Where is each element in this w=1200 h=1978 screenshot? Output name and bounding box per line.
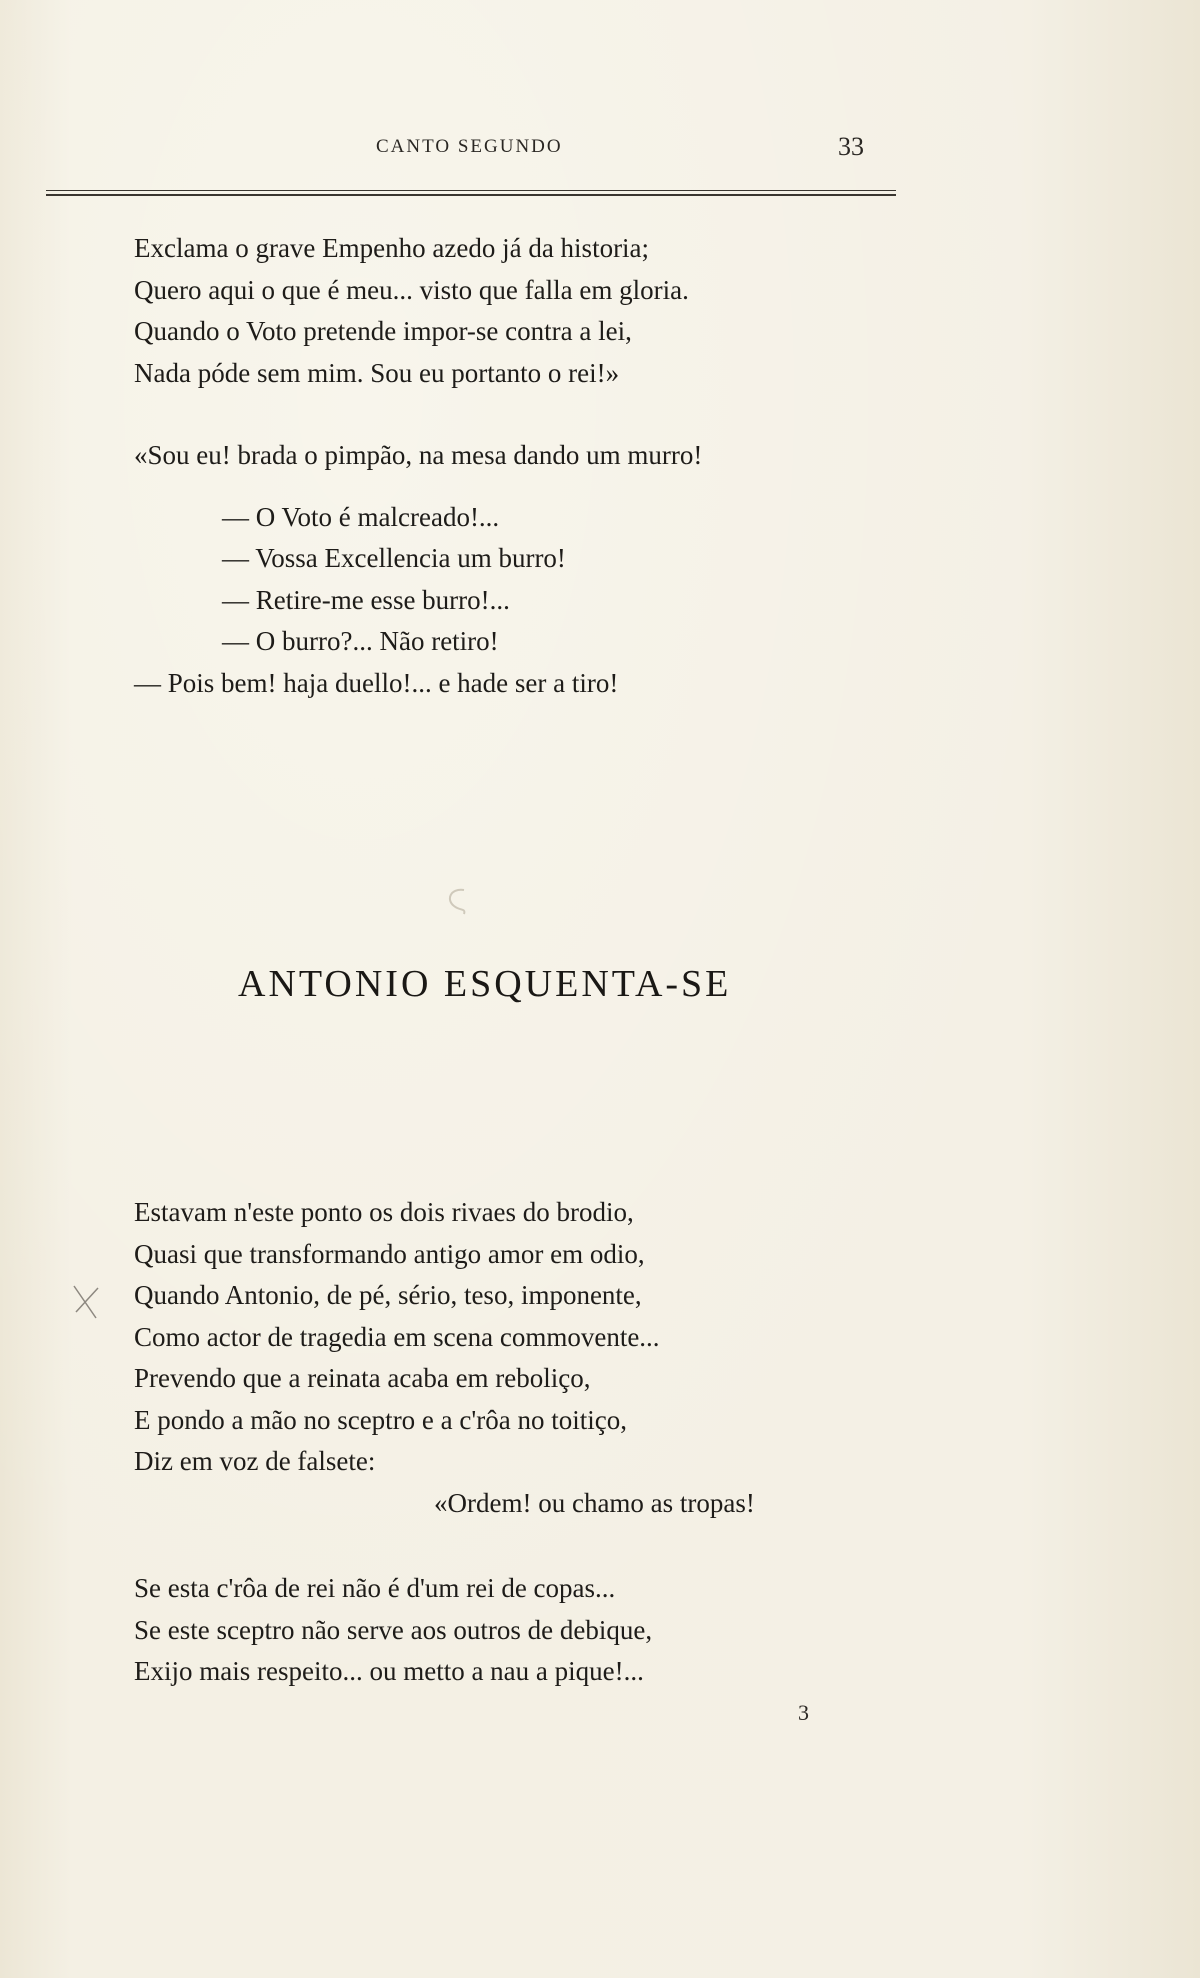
signature-mark: 3 bbox=[798, 1700, 809, 1725]
verse-line: Como actor de tragedia em scena commovente... bbox=[134, 1321, 660, 1352]
verse-line: Quando Antonio, de pé, sério, teso, imponente, bbox=[134, 1280, 642, 1310]
verse-line: «Sou eu! brada o pimpão, na mesa dando um murro! bbox=[134, 440, 703, 470]
section-title: ANTONIO ESQUENTA-SE bbox=[238, 963, 732, 1005]
verse-line: — Pois bem! haja duello!... e hade ser a tiro! bbox=[134, 667, 619, 698]
verse-line: Diz em voz de falsete: bbox=[134, 1446, 376, 1476]
verse-line: «Ordem! ou chamo as tropas! bbox=[434, 1487, 755, 1518]
dialogue-line: — O burro?... Não retiro! bbox=[222, 626, 499, 656]
page-number: 33 bbox=[838, 132, 864, 161]
ornament-icon bbox=[444, 886, 470, 918]
verse-line: Quasi que transformando antigo amor em odio, bbox=[134, 1238, 645, 1269]
verse-line: E pondo a mão no sceptro e a c'rôa no toitiço, bbox=[134, 1404, 627, 1435]
pencil-mark-icon bbox=[70, 1282, 104, 1322]
verse-line: Se este sceptro não serve aos outros de debique, bbox=[134, 1614, 653, 1645]
verse-line: Quero aqui o que é meu... visto que falla em gloria. bbox=[134, 274, 689, 305]
running-head: CANTO SEGUNDO bbox=[376, 136, 563, 157]
dialogue-line: — Vossa Excellencia um burro! bbox=[222, 543, 566, 573]
verse-line: Estavam n'este ponto os dois rivaes do brodio, bbox=[134, 1197, 634, 1227]
verse-line: Exclama o grave Empenho azedo já da historia; bbox=[134, 233, 650, 263]
stanza-1 bbox=[134, 228, 689, 394]
verse-line: Quando o Voto pretende impor-se contra a lei, bbox=[134, 316, 632, 346]
dialogue-line: — O Voto é malcreado!... bbox=[222, 501, 500, 532]
stanza-gap bbox=[134, 477, 702, 497]
header-rule-thin bbox=[46, 190, 896, 191]
dialogue-line: — Retire-me esse burro!... bbox=[222, 584, 510, 615]
verse-line: Exijo mais respeito... ou metto a nau a pique!... bbox=[134, 1656, 644, 1686]
verse-line: Nada póde sem mim. Sou eu portanto o rei!» bbox=[134, 357, 620, 388]
header-rule-thick bbox=[46, 194, 896, 196]
stanza-2 bbox=[134, 435, 702, 704]
verse-line: Prevendo que a reinata acaba em reboliço, bbox=[134, 1363, 591, 1393]
stanza-3 bbox=[134, 1192, 755, 1524]
page-header bbox=[0, 132, 1200, 172]
stanza-4 bbox=[134, 1568, 652, 1693]
verse-line: Se esta c'rôa de rei não é d'um rei de copas... bbox=[134, 1573, 616, 1603]
